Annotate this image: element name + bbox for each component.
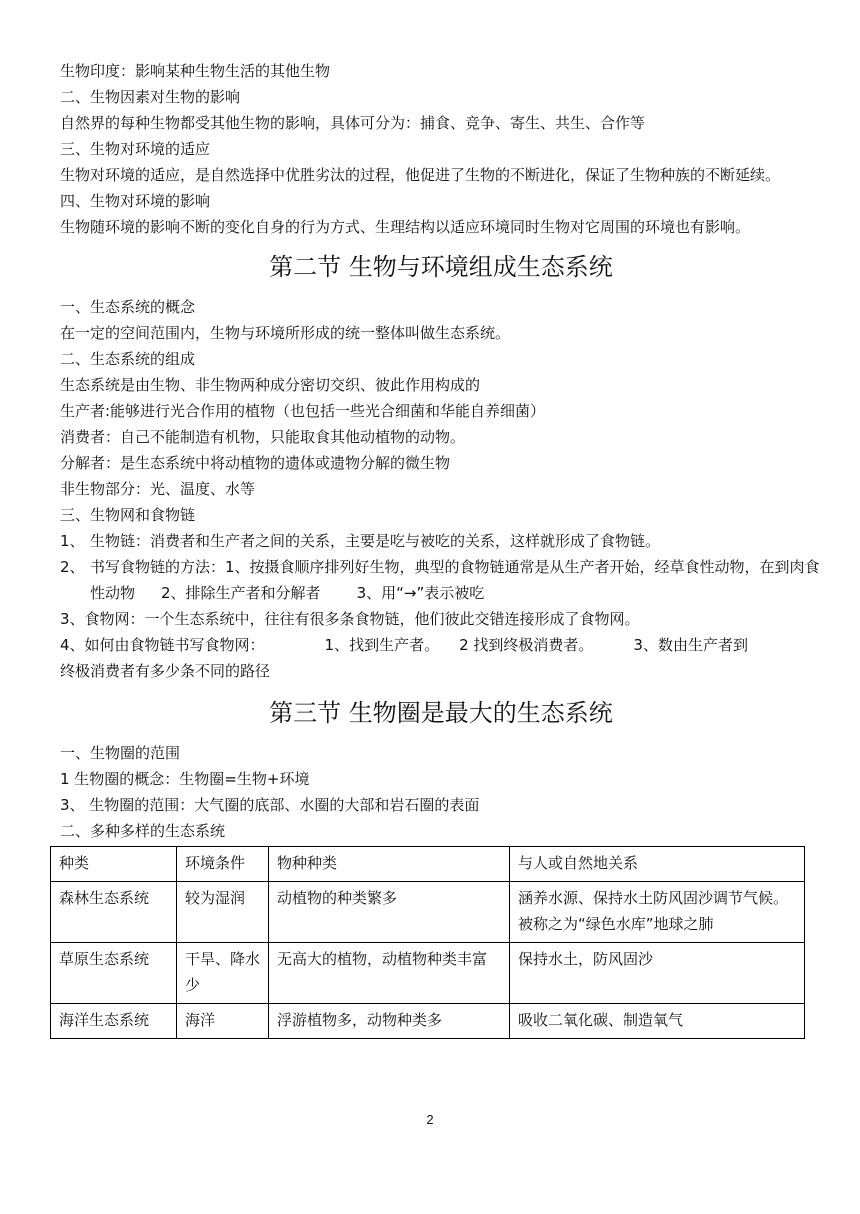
ecosystem-table [50, 846, 805, 1039]
table-cell: 干旱、降水少 [177, 943, 269, 1004]
paragraph: 生物随环境的影响不断的变化自身的行为方式、生理结构以适应环境同时生物对它周围的环境也有影响。 [60, 218, 751, 236]
table-header-cell: 环境条件 [177, 847, 269, 882]
text-line: 消费者：自己不能制造有机物，只能取食其他动植物的动物。 [60, 428, 466, 446]
text-line: 在一定的空间范围内，生物与环境所形成的统一整体叫做生态系统。 [60, 324, 511, 342]
subheading: 二、生态系统的组成 [60, 350, 196, 368]
text-line: 3、食物网：一个生态系统中，往往有很多条食物链，他们彼此交错连接形成了食物网。 [60, 610, 640, 628]
subheading: 一、生态系统的概念 [60, 298, 196, 316]
list-text: 3、用“→”表示被吃 [356, 584, 485, 602]
text-line: 生态系统是由生物、非生物两种成分密切交织、彼此作用构成的 [60, 376, 481, 394]
table-cell: 海洋生态系统 [51, 1004, 177, 1039]
table-cell: 涵养水源、保持水土防风固沙调节气候。被称之为“绿色水库”地球之肺 [510, 882, 805, 943]
text-segment: 1、找到生产者。 [324, 636, 440, 654]
paragraph: 生物对环境的适应，是自然选择中优胜劣汰的过程，他促进了生物的不断进化，保证了生物种族的不断延续。 [60, 166, 781, 184]
text-line: 自然界的每种生物都受其他生物的影响，具体可分为：捕食、竞争、寄生、共生、合作等 [60, 114, 646, 132]
table-cell: 吸收二氧化碳、制造氧气 [510, 1004, 805, 1039]
subheading: 二、生物因素对生物的影响 [60, 88, 241, 106]
text-line: 1 生物圈的概念：生物圈=生物+环境 [60, 770, 310, 788]
text-line: 3、 生物圈的范围：大气圈的底部、水圈的大部和岩石圈的表面 [60, 796, 480, 814]
document-page [60, 58, 822, 1039]
table-row [51, 1004, 805, 1039]
table-header-cell: 与人或自然地关系 [510, 847, 805, 882]
text-line: 分解者：是生态系统中将动植物的遗体或遗物分解的微生物 [60, 454, 451, 472]
table-cell: 浮游植物多，动物种类多 [269, 1004, 510, 1039]
table-cell: 较为湿润 [177, 882, 269, 943]
table-header-cell: 种类 [51, 847, 177, 882]
text-line [60, 632, 822, 658]
page-number: 2 [426, 1112, 434, 1127]
text-line: 非生物部分：光、温度、水等 [60, 480, 256, 498]
table-cell: 动植物的种类繁多 [269, 882, 510, 943]
table-row [51, 882, 805, 943]
section-title: 第三节 生物圈是最大的生态系统 [269, 699, 613, 727]
list-item [60, 554, 822, 606]
table-cell: 草原生态系统 [51, 943, 177, 1004]
text-segment: 2 找到终极消费者。 [459, 636, 594, 654]
subheading: 四、生物对环境的影响 [60, 192, 211, 210]
subheading: 三、生物对环境的适应 [60, 140, 211, 158]
list-number: 1、 [60, 532, 85, 550]
text-segment: 3、数由生产者到 [633, 636, 748, 654]
list-number: 2、 [60, 558, 85, 576]
list-text: 2、排除生产者和分解者 [161, 584, 321, 602]
list-text: 生物链：消费者和生产者之间的关系，主要是吃与被吃的关系，这样就形成了食物链。 [90, 532, 661, 550]
text-line: 生产者:能够进行光合作用的植物（也包括一些光合细菌和华能自养细菌） [60, 402, 546, 420]
list-text: 书写食物链的方法：1、按摄食顺序排列好生物，典型的食物链通常是从生产者开始，经草食性动物，在到肉食性动物 [90, 558, 820, 602]
table-row [51, 943, 805, 1004]
text-segment: 4、如何由食物链书写食物网： [60, 636, 265, 654]
table-cell: 保持水土，防风固沙 [510, 943, 805, 1004]
section-title: 第二节 生物与环境组成生态系统 [269, 253, 613, 281]
table-header-cell: 物种种类 [269, 847, 510, 882]
subheading: 二、多种多样的生态系统 [60, 822, 226, 840]
subheading: 一、生物圈的范围 [60, 744, 181, 762]
subheading: 三、生物网和食物链 [60, 506, 196, 524]
text-line: 终极消费者有多少条不同的路径 [60, 662, 271, 680]
list-item [60, 528, 822, 554]
table-cell: 森林生态系统 [51, 882, 177, 943]
text-line: 生物印度：影响某种生物生活的其他生物 [60, 62, 331, 80]
table-cell: 海洋 [177, 1004, 269, 1039]
table-cell: 无高大的植物，动植物种类丰富 [269, 943, 510, 1004]
table-header-row [51, 847, 805, 882]
